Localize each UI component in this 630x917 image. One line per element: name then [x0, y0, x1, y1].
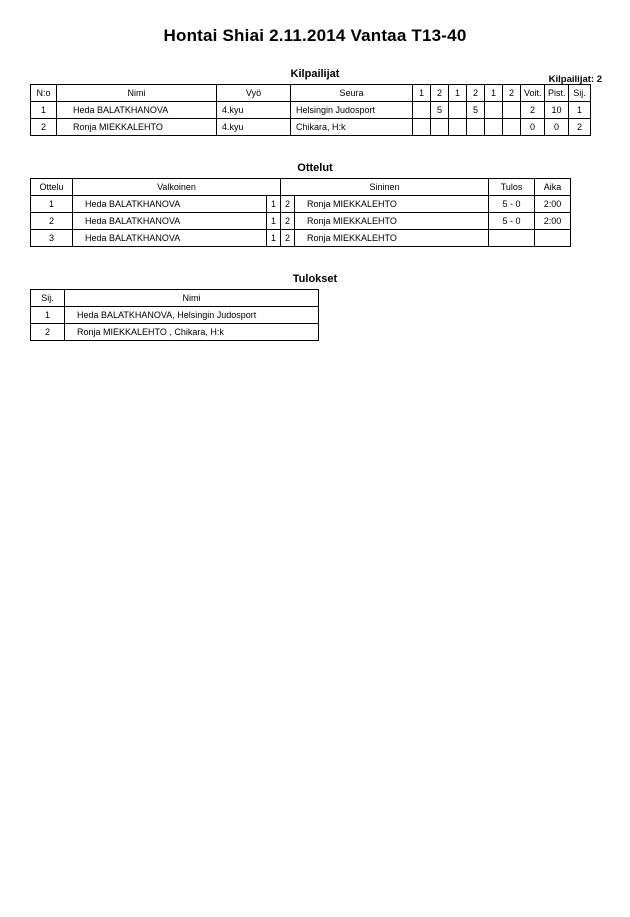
competitor-points: 10 [545, 102, 569, 119]
competitor-score [431, 119, 449, 136]
table-header-row [31, 179, 571, 196]
competitors-section-title: Kilpailijat [290, 68, 340, 80]
competitor-belt: 4.kyu [217, 102, 291, 119]
matches-section-title: Ottelut [297, 162, 333, 174]
header-name: Nimi [57, 85, 217, 102]
match-blue-no: 2 [281, 196, 295, 213]
competitor-score [449, 119, 467, 136]
match-blue-no: 2 [281, 213, 295, 230]
header-no: N:o [31, 85, 57, 102]
competitor-score [467, 119, 485, 136]
result-name: Ronja MIEKKALEHTO , Chikara, H:k [65, 324, 319, 341]
competitor-score [485, 119, 503, 136]
competitor-belt: 4.kyu [217, 119, 291, 136]
header-white: Valkoinen [73, 179, 281, 196]
match-white-no: 1 [267, 196, 281, 213]
competitor-club: Helsingin Judosport [291, 102, 413, 119]
competitor-score: 5 [431, 102, 449, 119]
header-round-6: 2 [503, 85, 521, 102]
result-rank: 1 [31, 307, 65, 324]
competitor-points: 0 [545, 119, 569, 136]
header-rank: Sij. [569, 85, 591, 102]
page-title: Hontai Shiai 2.11.2014 Vantaa T13-40 [163, 26, 467, 45]
header-match: Ottelu [31, 179, 73, 196]
table-row [31, 196, 571, 213]
matches-table [30, 178, 571, 247]
match-time: 2:00 [535, 213, 571, 230]
competitor-score [413, 119, 431, 136]
competitor-score [413, 102, 431, 119]
competitor-score: 5 [467, 102, 485, 119]
competitor-score [485, 102, 503, 119]
table-row [31, 119, 591, 136]
competitor-wins: 0 [521, 119, 545, 136]
competitor-score [449, 102, 467, 119]
match-number: 1 [31, 196, 73, 213]
header-blue: Sininen [281, 179, 489, 196]
header-result-rank: Sij. [31, 290, 65, 307]
table-row [31, 307, 319, 324]
competitor-no: 2 [31, 119, 57, 136]
header-time: Aika [535, 179, 571, 196]
header-result-name: Nimi [65, 290, 319, 307]
header-round-1: 1 [413, 85, 431, 102]
table-row [31, 102, 591, 119]
match-white-no: 1 [267, 230, 281, 247]
match-time [535, 230, 571, 247]
results-table [30, 289, 319, 341]
header-round-2: 2 [431, 85, 449, 102]
match-result: 5 - 0 [489, 196, 535, 213]
table-header-row [31, 85, 591, 102]
competitor-wins: 2 [521, 102, 545, 119]
competitor-name: Heda BALATKHANOVA [57, 102, 217, 119]
result-name: Heda BALATKHANOVA, Helsingin Judosport [65, 307, 319, 324]
competitor-score [503, 119, 521, 136]
table-row [31, 230, 571, 247]
header-round-3: 1 [449, 85, 467, 102]
header-belt: Vyö [217, 85, 291, 102]
match-blue-no: 2 [281, 230, 295, 247]
table-row [31, 213, 571, 230]
match-blue-name: Ronja MIEKKALEHTO [295, 213, 489, 230]
match-white-no: 1 [267, 213, 281, 230]
header-round-4: 2 [467, 85, 485, 102]
header-club: Seura [291, 85, 413, 102]
match-blue-name: Ronja MIEKKALEHTO [295, 230, 489, 247]
competitor-rank: 2 [569, 119, 591, 136]
competitor-rank: 1 [569, 102, 591, 119]
match-white-name: Heda BALATKHANOVA [73, 230, 267, 247]
competitor-count-label: Kilpailijat: 2 [548, 74, 602, 85]
competitor-score [503, 102, 521, 119]
competitor-club: Chikara, H:k [291, 119, 413, 136]
competitor-no: 1 [31, 102, 57, 119]
header-result: Tulos [489, 179, 535, 196]
competitor-name: Ronja MIEKKALEHTO [57, 119, 217, 136]
match-number: 3 [31, 230, 73, 247]
competitors-table [30, 84, 591, 136]
match-blue-name: Ronja MIEKKALEHTO [295, 196, 489, 213]
table-header-row [31, 290, 319, 307]
match-white-name: Heda BALATKHANOVA [73, 213, 267, 230]
results-section-title: Tulokset [292, 273, 338, 285]
table-row [31, 324, 319, 341]
document-page [0, 26, 630, 917]
header-wins: Voit. [521, 85, 545, 102]
result-rank: 2 [31, 324, 65, 341]
header-points: Pist. [545, 85, 569, 102]
match-white-name: Heda BALATKHANOVA [73, 196, 267, 213]
match-result: 5 - 0 [489, 213, 535, 230]
match-time: 2:00 [535, 196, 571, 213]
header-round-5: 1 [485, 85, 503, 102]
match-result [489, 230, 535, 247]
match-number: 2 [31, 213, 73, 230]
